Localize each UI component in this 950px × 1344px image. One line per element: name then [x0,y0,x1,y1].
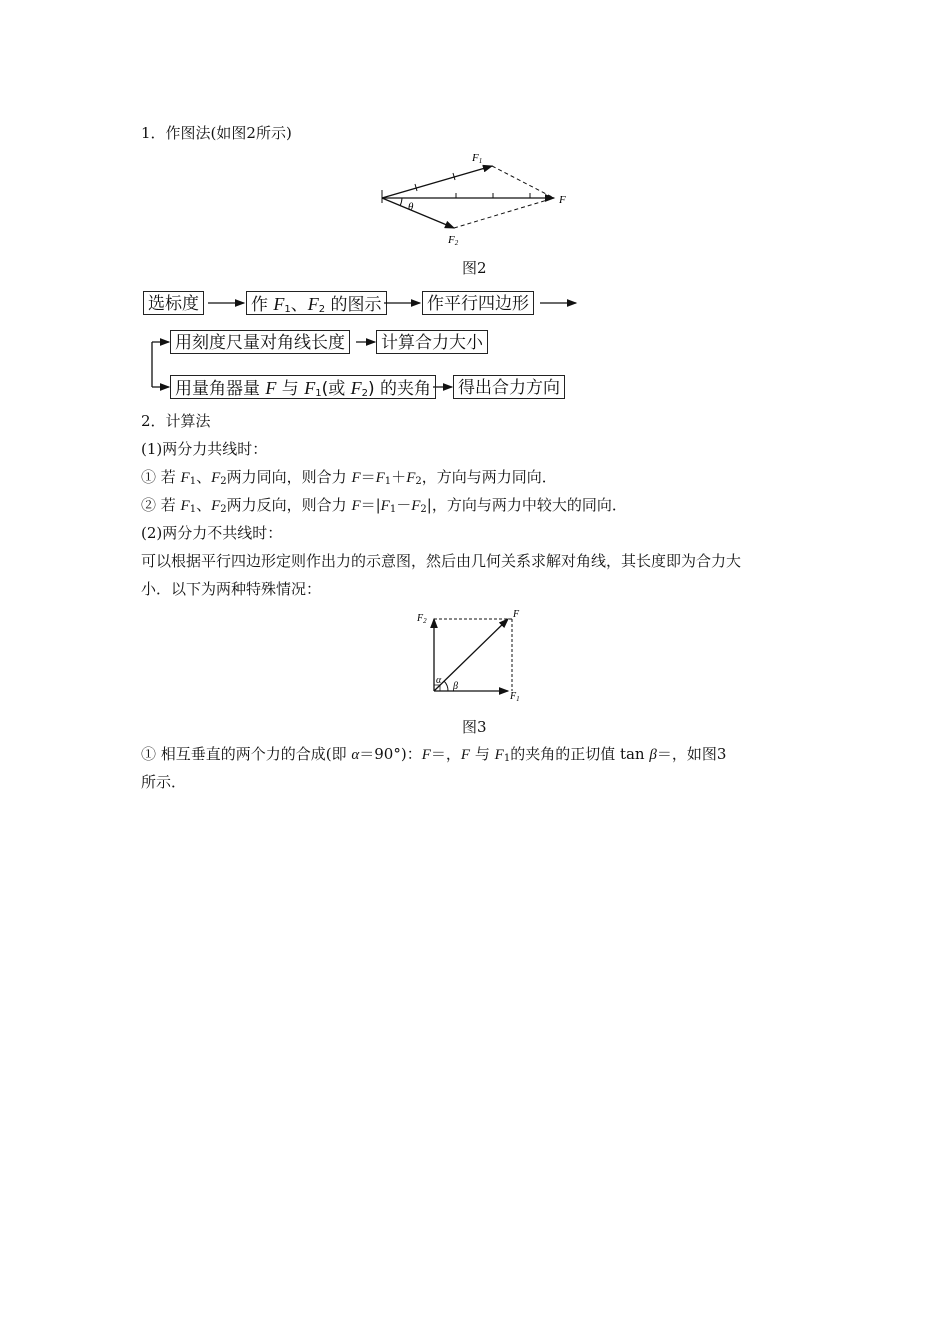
f-label: F [513,609,520,620]
f-resultant [434,619,508,691]
f2-label: F2 [448,234,459,247]
perpendicular-case-line2: 所示． [141,773,187,791]
flow-branch-measure-length: 用刻度尺量对角线长度 [170,330,350,354]
section2-heading: 2．计算法 [141,412,211,430]
figure-3-perpendicular [412,605,537,705]
flow-branch-calc-magnitude: 计算合力大小 [376,330,488,354]
flow-step-parallelogram: 作平行四边形 [422,291,534,315]
f2-vector [382,198,454,228]
section2-sub2: (2)两分力不共线时： [141,524,283,542]
section2-sub1: (1)两分力共线时： [141,440,268,458]
flow-branch-direction: 得出合力方向 [453,375,565,399]
f1-label: $F_1$ [510,691,520,703]
f2-label: $F_2$ [417,613,427,625]
figure-3-caption: 图3 [462,718,487,736]
section1-heading: 1．作图法(如图2所示) [141,124,292,142]
case2-text: ② 若 $F_1$、$F_2$两力反向，则合力 $F=|F_1-F_2|$，方向与两力中较大的同向． [141,496,627,515]
f1-label: F1 [472,152,483,165]
flow-branch-measure-angle: 用量角器量 F 与 $F_1$(或 $F_2$) 的夹角 [170,375,436,399]
paragraph-line1: 可以根据平行四边形定则作出力的示意图，然后由几何关系求解对角线，其长度即为合力大 [141,552,742,570]
case1-text: ① 若 $F_1$、$F_2$两力同向，则合力 $F=F_1+F_2$，方向与两力同向． [141,468,557,487]
paragraph-line2: 小．以下为两种特殊情况： [141,580,322,598]
figure-2-caption: 图2 [462,259,487,277]
f1-vector [382,166,492,198]
theta-label: θ [408,201,414,213]
flow-step-draw-forces: 作 $F_1$、$F_2$ 的图示 [246,291,387,315]
f-label: F [559,194,566,206]
beta-label: β [453,681,458,692]
alpha-label: α [436,675,442,686]
flow-step-scale: 选标度 [143,291,204,315]
figure-2-parallelogram [370,150,580,250]
perpendicular-case-text: ① 相互垂直的两个力的合成(即 α＝90°)：F＝，F 与 $F_1$的夹角的正切值 tan β＝，如图3 [141,745,727,764]
